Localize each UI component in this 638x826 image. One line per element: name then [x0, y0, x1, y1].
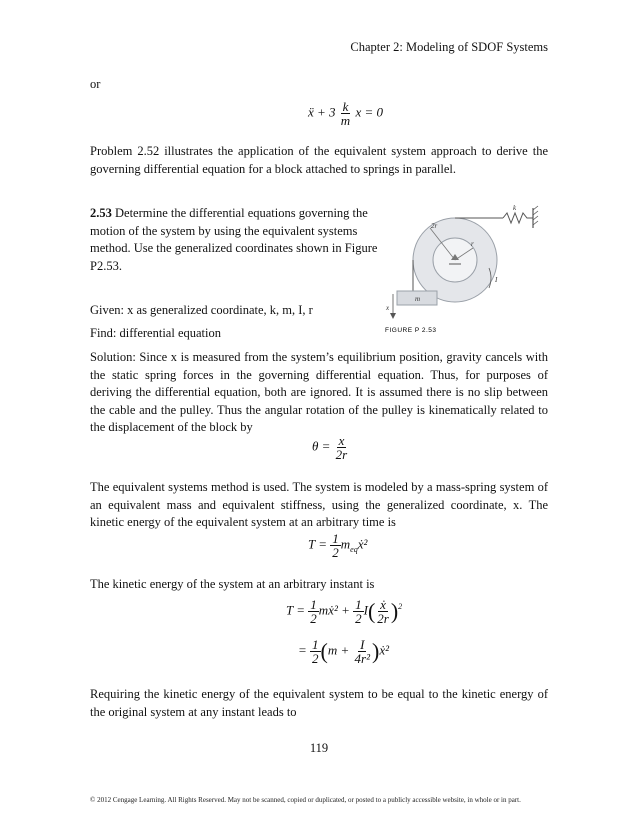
eq1-num: k: [342, 99, 349, 114]
eq-t1-xfrac: $\frac{\text{ẋ}}{2r}$: [377, 597, 389, 626]
copyright-footer: © 2012 Cengage Learning. All Rights Reserved. May not be scanned, copied or duplicated, or posted to a publicly accessible website, in whole or in part.: [90, 796, 521, 804]
eq1-lhs: ẍ + 3: [308, 104, 336, 120]
or-word: or: [90, 77, 101, 91]
eq-teq-num: 1: [332, 531, 339, 546]
eq-t1-half-a: $\frac{1}{2}$: [310, 597, 317, 626]
eq-theta-fraction: [334, 434, 350, 461]
equation-T-line1: T = $\frac{1}{2}$ mẋ² + $\frac{1}{2}$ I( $\frac{\text{ẋ}}{2r}$ )$^2$: [286, 597, 403, 626]
eq1-rhs: x = 0: [355, 104, 383, 120]
eq-theta-den: 2r: [335, 447, 348, 462]
eq-t2-tail: ẋ²: [379, 642, 389, 658]
eq-t2-ifrac: $\frac{I}{\text{4r²}}$: [354, 637, 370, 666]
label-r: r: [471, 240, 474, 248]
equation-motion: [308, 100, 383, 127]
eq-t1-mid: mẋ² +: [318, 602, 350, 618]
eq-theta-num: x: [338, 433, 345, 448]
eq-t1-I: I: [363, 602, 368, 618]
problem-number: 2.53: [90, 206, 112, 220]
equation-T-equivalent: [308, 532, 367, 559]
eq-teq-lhs: T =: [308, 536, 328, 552]
eq-teq-tail: ẋ²: [357, 536, 368, 552]
equation-theta: [312, 434, 349, 461]
eq1-fraction: [339, 100, 352, 127]
label-k: k: [513, 204, 517, 212]
chapter-header: Chapter 2: Modeling of SDOF Systems: [350, 40, 548, 54]
eq-t2-half: $\frac{1}{2}$: [312, 637, 319, 666]
figure-caption: FIGURE P 2.53: [385, 327, 437, 334]
eq-teq-m: m: [340, 536, 351, 552]
equation-T-line2: = $\frac{1}{2}$ (m + $\frac{I}{\text{4r²}}$ )ẋ²: [298, 637, 389, 666]
equivalent-paragraph: The equivalent systems method is used. The system is modeled by a mass-spring system of an equivalent mass and equivalent stiffness, using the generalized coordinate, x. The kinetic energy of the equivalent system at an arbitrary time is: [90, 480, 548, 529]
eq-t2-lhs: =: [298, 642, 307, 658]
eq-theta-lhs: θ =: [312, 438, 331, 454]
eq-teq-den: 2: [332, 545, 339, 560]
problem-text: Determine the differential equations governing the motion of the system by using the equivalent systems method. Use the generalized coordinates shown in Figure P2.53.: [90, 206, 378, 273]
eq-teq-fraction: [330, 532, 341, 559]
requiring-paragraph: Requiring the kinetic energy of the equivalent system to be equal to the kinetic energy of the original system at any instant leads to: [90, 687, 548, 719]
solution-paragraph: Solution: Since x is measured from the system’s equilibrium position, gravity cancels with the static spring forces in the governing differential equation. Thus, for purposes of deriving the differential equation, both are ignored. It is assumed there is no slip between the cable and the pulley. Thus the angular rotation of the pulley is kinematically related to the displacement of the block by: [90, 350, 548, 434]
label-I: I: [495, 276, 498, 284]
spring: [503, 213, 533, 223]
eq-t2-inner: m +: [327, 642, 350, 658]
page-number: 119: [309, 741, 329, 755]
problem-statement: [90, 205, 380, 275]
given-line: Given: x as generalized coordinate, k, m, I, r: [90, 303, 313, 317]
kinetic-paragraph: The kinetic energy of the system at an arbitrary instant is: [90, 577, 375, 591]
eq1-den: m: [340, 113, 351, 128]
eq-teq-sub: eq: [350, 545, 358, 555]
eq-t1-lhs: T =: [286, 602, 306, 618]
label-2r: 2r: [431, 222, 438, 230]
problem-252-paragraph: Problem 2.52 illustrates the application of the equivalent system approach to derive the governing differential equation for a block attached to springs in parallel.: [90, 144, 548, 176]
eq-t1-half-b: $\frac{1}{2}$: [355, 597, 362, 626]
find-line: Find: differential equation: [90, 326, 221, 340]
label-m: m: [415, 295, 421, 303]
label-x: x: [386, 304, 390, 312]
